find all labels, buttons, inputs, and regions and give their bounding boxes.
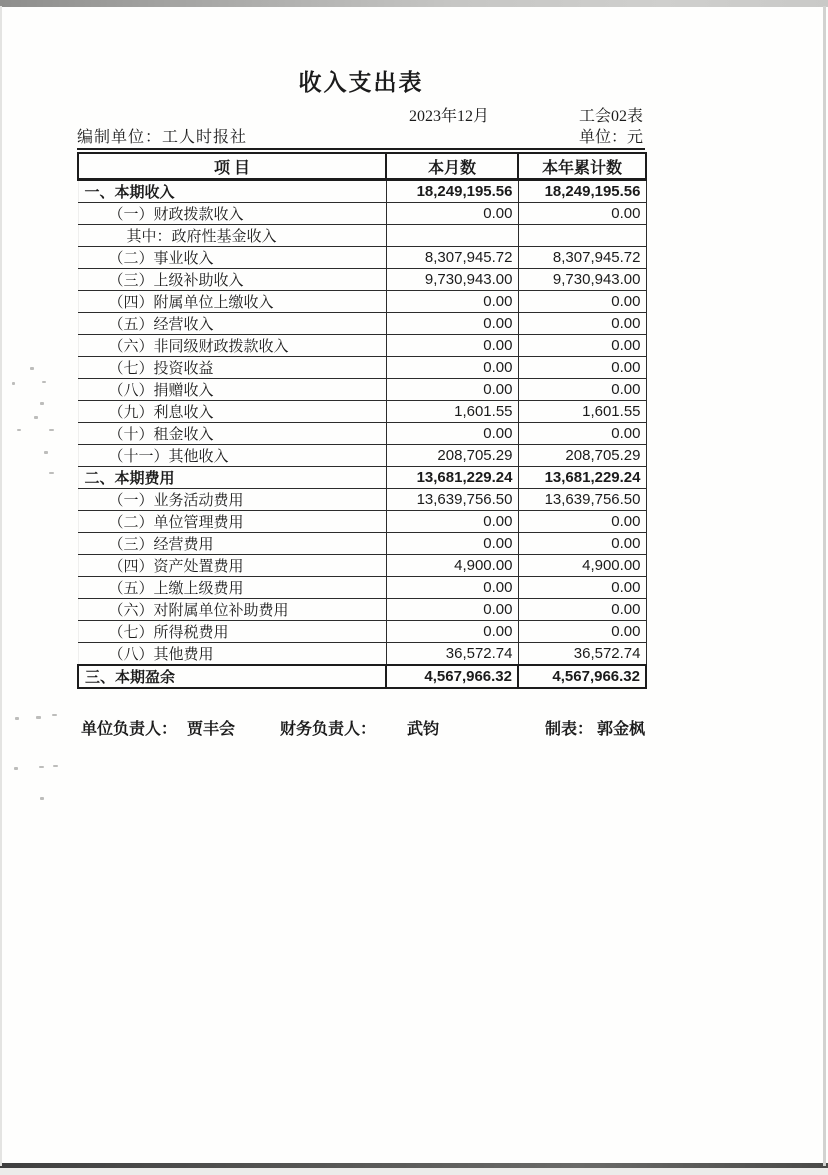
scan-edge-right [823, 6, 826, 1166]
row-ytd-value: 0.00 [518, 379, 646, 401]
row-ytd-value: 36,572.74 [518, 643, 646, 666]
row-month-value: 4,567,966.32 [386, 665, 518, 688]
row-label: 一、本期收入 [78, 180, 386, 203]
scan-speck [42, 381, 46, 383]
table-row [78, 467, 646, 489]
row-label: （五）经营收入 [78, 313, 386, 335]
scan-speck [53, 765, 58, 767]
row-month-value: 0.00 [386, 511, 518, 533]
row-ytd-value: 9,730,943.00 [518, 269, 646, 291]
unit-row [77, 127, 645, 150]
table-row [78, 621, 646, 643]
table-row [78, 555, 646, 577]
preparer-signature [545, 716, 645, 739]
table-row [78, 665, 646, 688]
row-ytd-value: 0.00 [518, 203, 646, 225]
scan-speck [39, 766, 44, 768]
row-month-value: 0.00 [386, 379, 518, 401]
table-row [78, 335, 646, 357]
row-label: （六）非同级财政拨款收入 [78, 335, 386, 357]
row-month-value: 9,730,943.00 [386, 269, 518, 291]
row-month-value: 208,705.29 [386, 445, 518, 467]
row-label: （七）投资收益 [78, 357, 386, 379]
row-label: （六）对附属单位补助费用 [78, 599, 386, 621]
row-month-value: 36,572.74 [386, 643, 518, 666]
row-ytd-value: 0.00 [518, 357, 646, 379]
row-month-value: 1,601.55 [386, 401, 518, 423]
scan-speck [12, 382, 15, 385]
row-month-value: 0.00 [386, 621, 518, 643]
table-row [78, 511, 646, 533]
currency-unit [579, 124, 643, 147]
scan-edge-bottom-light [0, 1168, 828, 1175]
row-month-value: 0.00 [386, 357, 518, 379]
scan-speck [40, 402, 44, 405]
table-row [78, 269, 646, 291]
table-row [78, 203, 646, 225]
prepared-by [77, 124, 247, 147]
unit-head-label: 单位负责人： [81, 721, 178, 738]
table-row [78, 577, 646, 599]
row-month-value: 0.00 [386, 423, 518, 445]
scan-speck [40, 797, 44, 800]
table-row [78, 533, 646, 555]
row-month-value: 0.00 [386, 533, 518, 555]
row-label: （九）利息收入 [78, 401, 386, 423]
row-ytd-value: 0.00 [518, 621, 646, 643]
row-ytd-value: 1,601.55 [518, 401, 646, 423]
row-label: （二）事业收入 [78, 247, 386, 269]
row-label: （二）单位管理费用 [78, 511, 386, 533]
scan-speck [34, 416, 38, 419]
scan-speck [44, 451, 48, 454]
row-label: 二、本期费用 [78, 467, 386, 489]
row-month-value: 0.00 [386, 203, 518, 225]
preparer-name: 郭金枫 [596, 721, 645, 738]
row-label: （四）资产处置费用 [78, 555, 386, 577]
row-month-value: 0.00 [386, 313, 518, 335]
table-row [78, 599, 646, 621]
row-label: 其中：政府性基金收入 [78, 225, 386, 247]
signature-row [77, 716, 645, 740]
table-row [78, 291, 646, 313]
table-row [78, 313, 646, 335]
row-ytd-value: 208,705.29 [518, 445, 646, 467]
row-label: （八）捐赠收入 [78, 379, 386, 401]
row-month-value: 0.00 [386, 599, 518, 621]
row-ytd-value: 0.00 [518, 599, 646, 621]
row-ytd-value: 0.00 [518, 291, 646, 313]
row-label: 三、本期盈余 [78, 665, 386, 688]
table-body [78, 180, 646, 689]
row-ytd-value: 0.00 [518, 335, 646, 357]
row-month-value [386, 225, 518, 247]
row-ytd-value: 0.00 [518, 577, 646, 599]
row-month-value: 8,307,945.72 [386, 247, 518, 269]
scan-speck [17, 429, 21, 431]
table-row [78, 247, 646, 269]
row-ytd-value: 0.00 [518, 423, 646, 445]
table-row [78, 379, 646, 401]
row-label: （三）经营费用 [78, 533, 386, 555]
prepared-by-value: 工人时报社 [162, 129, 248, 146]
row-label: （十一）其他收入 [78, 445, 386, 467]
table-row [78, 225, 646, 247]
row-ytd-value: 13,639,756.50 [518, 489, 646, 511]
row-month-value: 0.00 [386, 577, 518, 599]
row-ytd-value: 0.00 [518, 533, 646, 555]
table-row [78, 489, 646, 511]
finance-head-label: 财务负责人： [280, 721, 377, 738]
row-ytd-value: 13,681,229.24 [518, 467, 646, 489]
table-header-row [78, 153, 646, 180]
row-ytd-value: 0.00 [518, 313, 646, 335]
document-content [77, 0, 645, 740]
row-month-value: 13,639,756.50 [386, 489, 518, 511]
row-label: （四）附属单位上缴收入 [78, 291, 386, 313]
table-row [78, 423, 646, 445]
report-period: 2023年12月 [409, 108, 490, 125]
income-expenditure-table [77, 152, 647, 689]
row-label: （一）业务活动费用 [78, 489, 386, 511]
scan-speck [15, 717, 19, 720]
finance-head-name: 武钧 [407, 721, 440, 738]
row-label: （一）财政拨款收入 [78, 203, 386, 225]
row-month-value: 18,249,195.56 [386, 180, 518, 203]
row-ytd-value: 4,567,966.32 [518, 665, 646, 688]
scan-edge-left [0, 6, 2, 1166]
scan-speck [49, 429, 54, 431]
column-header-item: 项 目 [78, 153, 386, 180]
row-ytd-value [518, 225, 646, 247]
column-header-month: 本月数 [386, 153, 518, 180]
table-row [78, 357, 646, 379]
row-month-value: 0.00 [386, 291, 518, 313]
currency-unit-label: 单位： [578, 129, 627, 146]
column-header-ytd: 本年累计数 [518, 153, 646, 180]
row-label: （七）所得税费用 [78, 621, 386, 643]
scan-speck [36, 716, 41, 719]
scan-speck [52, 714, 57, 716]
prepared-by-label: 编制单位： [77, 129, 163, 146]
row-label: （五）上缴上级费用 [78, 577, 386, 599]
table-row [78, 643, 646, 666]
page-title: 收入支出表 [298, 69, 424, 95]
row-month-value: 4,900.00 [386, 555, 518, 577]
row-ytd-value: 4,900.00 [518, 555, 646, 577]
row-month-value: 0.00 [386, 335, 518, 357]
form-number: 工会02表 [578, 108, 643, 125]
table-row [78, 401, 646, 423]
row-ytd-value: 0.00 [518, 511, 646, 533]
table-row [78, 445, 646, 467]
scan-speck [14, 767, 18, 770]
unit-head-name: 贾丰会 [187, 721, 236, 738]
row-label: （八）其他费用 [78, 643, 386, 666]
currency-unit-value: 元 [626, 129, 643, 146]
row-label: （三）上级补助收入 [78, 269, 386, 291]
table-row [78, 180, 646, 203]
row-ytd-value: 18,249,195.56 [518, 180, 646, 203]
row-ytd-value: 8,307,945.72 [518, 247, 646, 269]
scan-speck [30, 367, 34, 370]
preparer-label: 制表： [544, 721, 593, 738]
scan-speck [49, 472, 54, 474]
row-month-value: 13,681,229.24 [386, 467, 518, 489]
row-label: （十）租金收入 [78, 423, 386, 445]
unit-head-signature [81, 716, 235, 739]
